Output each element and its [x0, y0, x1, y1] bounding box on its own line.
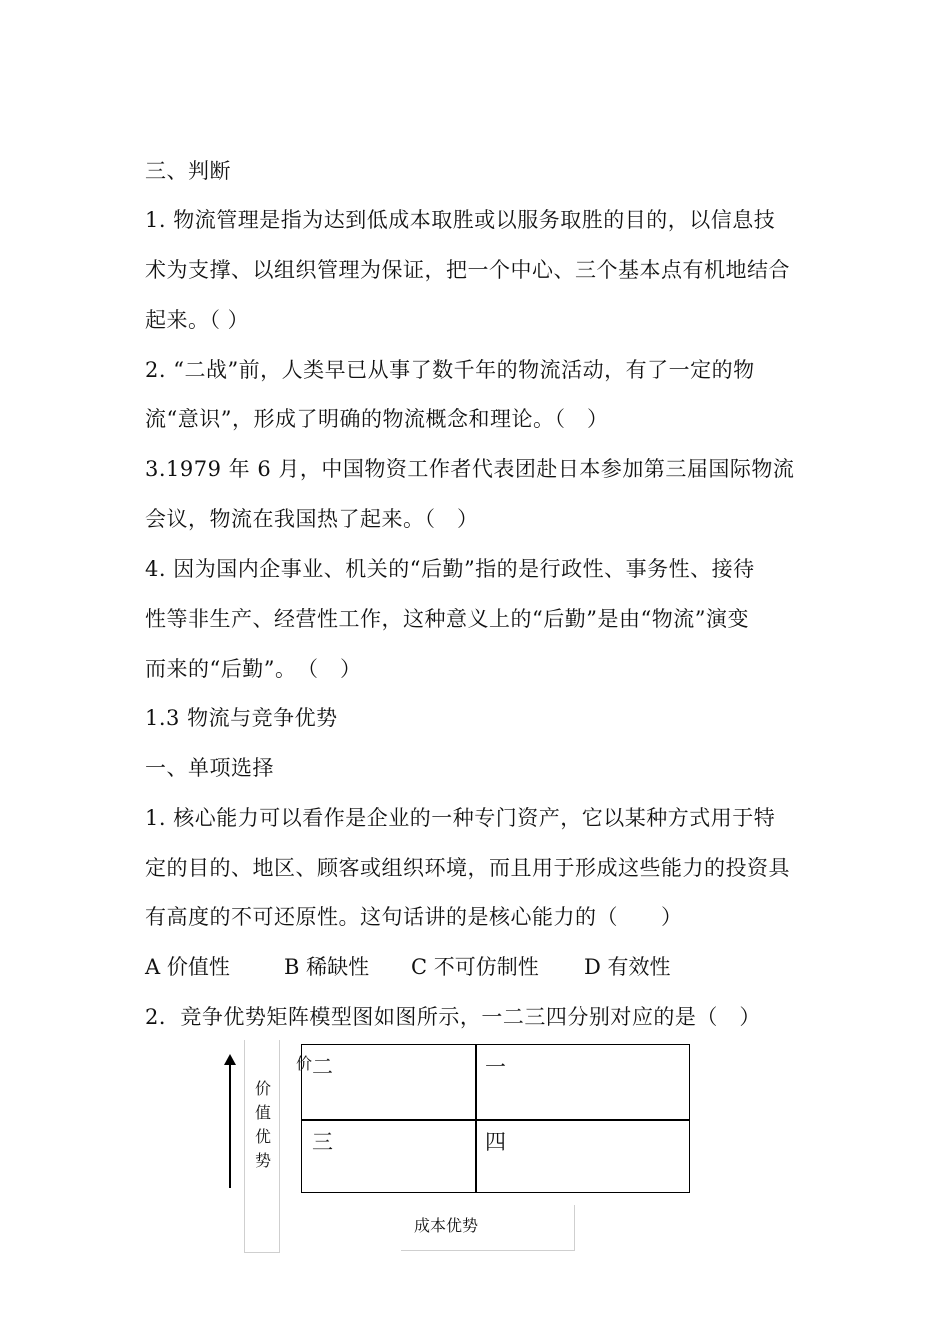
judgement-q1-line2: 术为支撑、以组织管理为保证，把一个中心、三个基本点有机地结合: [145, 258, 790, 282]
choice-q1-option-c: C 不可仿制性: [411, 955, 539, 979]
choice-q1-line1: 1. 核心能力可以看作是企业的一种专门资产，它以某种方式用于特: [145, 806, 776, 830]
matrix-cell-bottom-right: 四: [485, 1130, 506, 1154]
choice-q1-option-b: B 稀缺性: [284, 955, 370, 979]
x-axis-label: 成本优势: [414, 1216, 479, 1235]
choice-q2-line1: 2．竞争优势矩阵模型图如图所示，一二三四分别对应的是（ ）: [145, 1005, 761, 1029]
section-heading-judgement: 三、判断: [145, 159, 231, 183]
judgement-q1-line3: 起来。（ ）: [145, 308, 250, 332]
matrix-grid: [301, 1044, 690, 1193]
choice-q1-line3: 有高度的不可还原性。这句话讲的是核心能力的（ ）: [145, 905, 683, 929]
section-heading-single-choice: 一、单项选择: [145, 756, 274, 780]
matrix-cell-top-left: 二: [312, 1055, 333, 1079]
y-axis-arrow: [229, 1062, 231, 1188]
matrix-divider-horizontal: [302, 1119, 689, 1121]
judgement-q3-line1: 3.1979 年 6 月，中国物资工作者代表团赴日本参加第三届国际物流: [145, 457, 795, 481]
judgement-q2-line1: 2. “二战”前，人类早已从事了数千年的物流活动，有了一定的物: [145, 358, 755, 382]
overlapping-label-fragment: 价: [296, 1054, 313, 1073]
choice-q1-option-a: A 价值性: [145, 955, 230, 979]
judgement-q4-line2: 性等非生产、经营性工作，这种意义上的“后勤”是由“物流”演变: [145, 607, 749, 631]
chapter-title: 1.3 物流与竞争优势: [145, 706, 338, 730]
y-axis-label: 价值优势: [255, 1079, 272, 1170]
judgement-q3-line2: 会议，物流在我国热了起来。（ ）: [145, 507, 479, 531]
choice-q1-option-d: D 有效性: [584, 955, 671, 979]
matrix-cell-bottom-left: 三: [312, 1130, 333, 1154]
judgement-q4-line1: 4. 因为国内企事业、机关的“后勤”指的是行政性、事务性、接待: [145, 557, 755, 581]
matrix-cell-top-right: 一: [485, 1055, 506, 1079]
judgement-q1-line1: 1. 物流管理是指为达到低成本取胜或以服务取胜的目的，以信息技: [145, 208, 776, 232]
judgement-q4-line3: 而来的“后勤”。 （ ）: [145, 657, 362, 681]
choice-q1-line2: 定的目的、地区、顾客或组织环境，而且用于形成这些能力的投资具: [145, 856, 790, 880]
judgement-q2-line2: 流“意识”，形成了明确的物流概念和理论。（ ）: [145, 407, 609, 431]
